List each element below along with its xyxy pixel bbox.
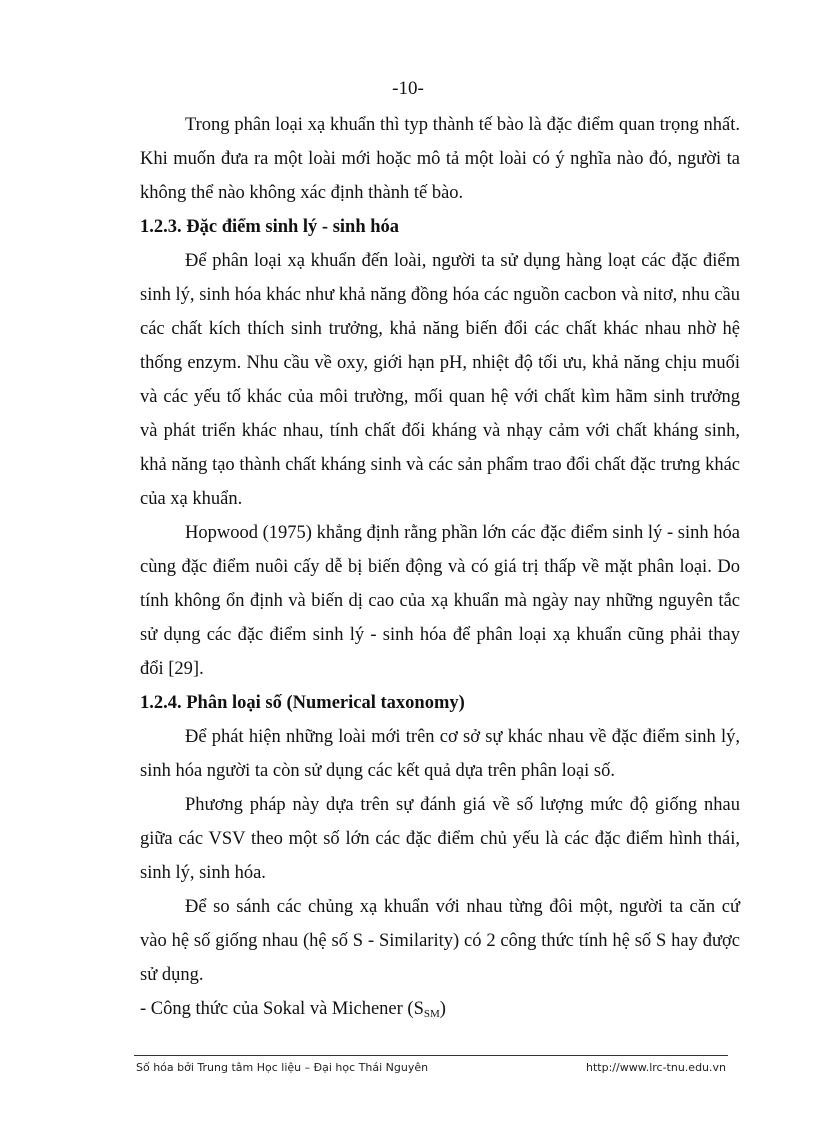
paragraph: Để phát hiện những loài mới trên cơ sở sự khác nhau về đặc điểm sinh lý, sinh hóa người ta còn sử dụng các kết quả dựa trên phân loại số. [140, 727, 740, 781]
paragraph: Để so sánh các chủng xạ khuẩn với nhau từng đôi một, người ta căn cứ vào hệ số giống nhau (hệ số S - Similarity) có 2 công thức tính hệ số S hay được sử dụng. [140, 897, 740, 985]
formula-subscript: SM [423, 1008, 440, 1020]
paragraph: Hopwood (1975) khẳng định rằng phần lớn các đặc điểm sinh lý - sinh hóa cùng đặc điểm nuôi cấy dễ bị biến động và có giá trị thấp về mặt phân loại. Do tính không ổn định và biến dị cao của xạ khuẩn mà ngày nay những nguyên tắc sử dụng các đặc điểm sinh lý - sinh hóa để phân loại xạ khuẩn cũng phải thay đổi [29]. [140, 523, 740, 679]
paragraph: Để phân loại xạ khuẩn đến loài, người ta sử dụng hàng loạt các đặc điểm sinh lý, sinh hóa khác như khả năng đồng hóa các nguồn cacbon và nitơ, nhu cầu các chất kích thích sinh trưởng, khả năng biến đổi các chất khác nhau nhờ hệ thống enzym. Nhu cầu về oxy, giới hạn pH, nhiệt độ tối ưu, khả năng chịu muối và các yếu tố khác của môi trường, mối quan hệ với chất kìm hãm sinh trưởng và phát triển khác nhau, tính chất đối kháng và nhạy cảm với chất kháng sinh, khả năng tạo thành chất kháng sinh và các sản phẩm trao đổi chất đặc trưng khác của xạ khuẩn. [140, 251, 740, 509]
formula-prefix: - Công thức của Sokal và Michener (S [140, 999, 424, 1019]
formula-suffix: ) [439, 999, 446, 1019]
page-number: -10- [392, 78, 424, 99]
footer-divider [134, 1055, 728, 1056]
formula-label [140, 992, 740, 1031]
footer-url: http://www.lrc-tnu.edu.vn [586, 1061, 726, 1074]
footer-source: Số hóa bởi Trung tâm Học liệu – Đại học Thái Nguyên [136, 1061, 429, 1074]
paragraph: Trong phân loại xạ khuẩn thì typ thành tế bào là đặc điểm quan trọng nhất. Khi muốn đưa ra một loài mới hoặc mô tả một loài có ý nghĩa nào đó, người ta không thể nào không xác định thành tế bào. [140, 115, 740, 203]
paragraph: Phương pháp này dựa trên sự đánh giá về số lượng mức độ giống nhau giữa các VSV theo một số lớn các đặc điểm chủ yếu là các đặc điểm hình thái, sinh lý, sinh hóa. [140, 795, 740, 883]
section-heading: 1.2.3. Đặc điểm sinh lý - sinh hóa [140, 217, 400, 237]
document-body [140, 108, 740, 1031]
section-heading: 1.2.4. Phân loại số (Numerical taxonomy) [140, 693, 465, 713]
